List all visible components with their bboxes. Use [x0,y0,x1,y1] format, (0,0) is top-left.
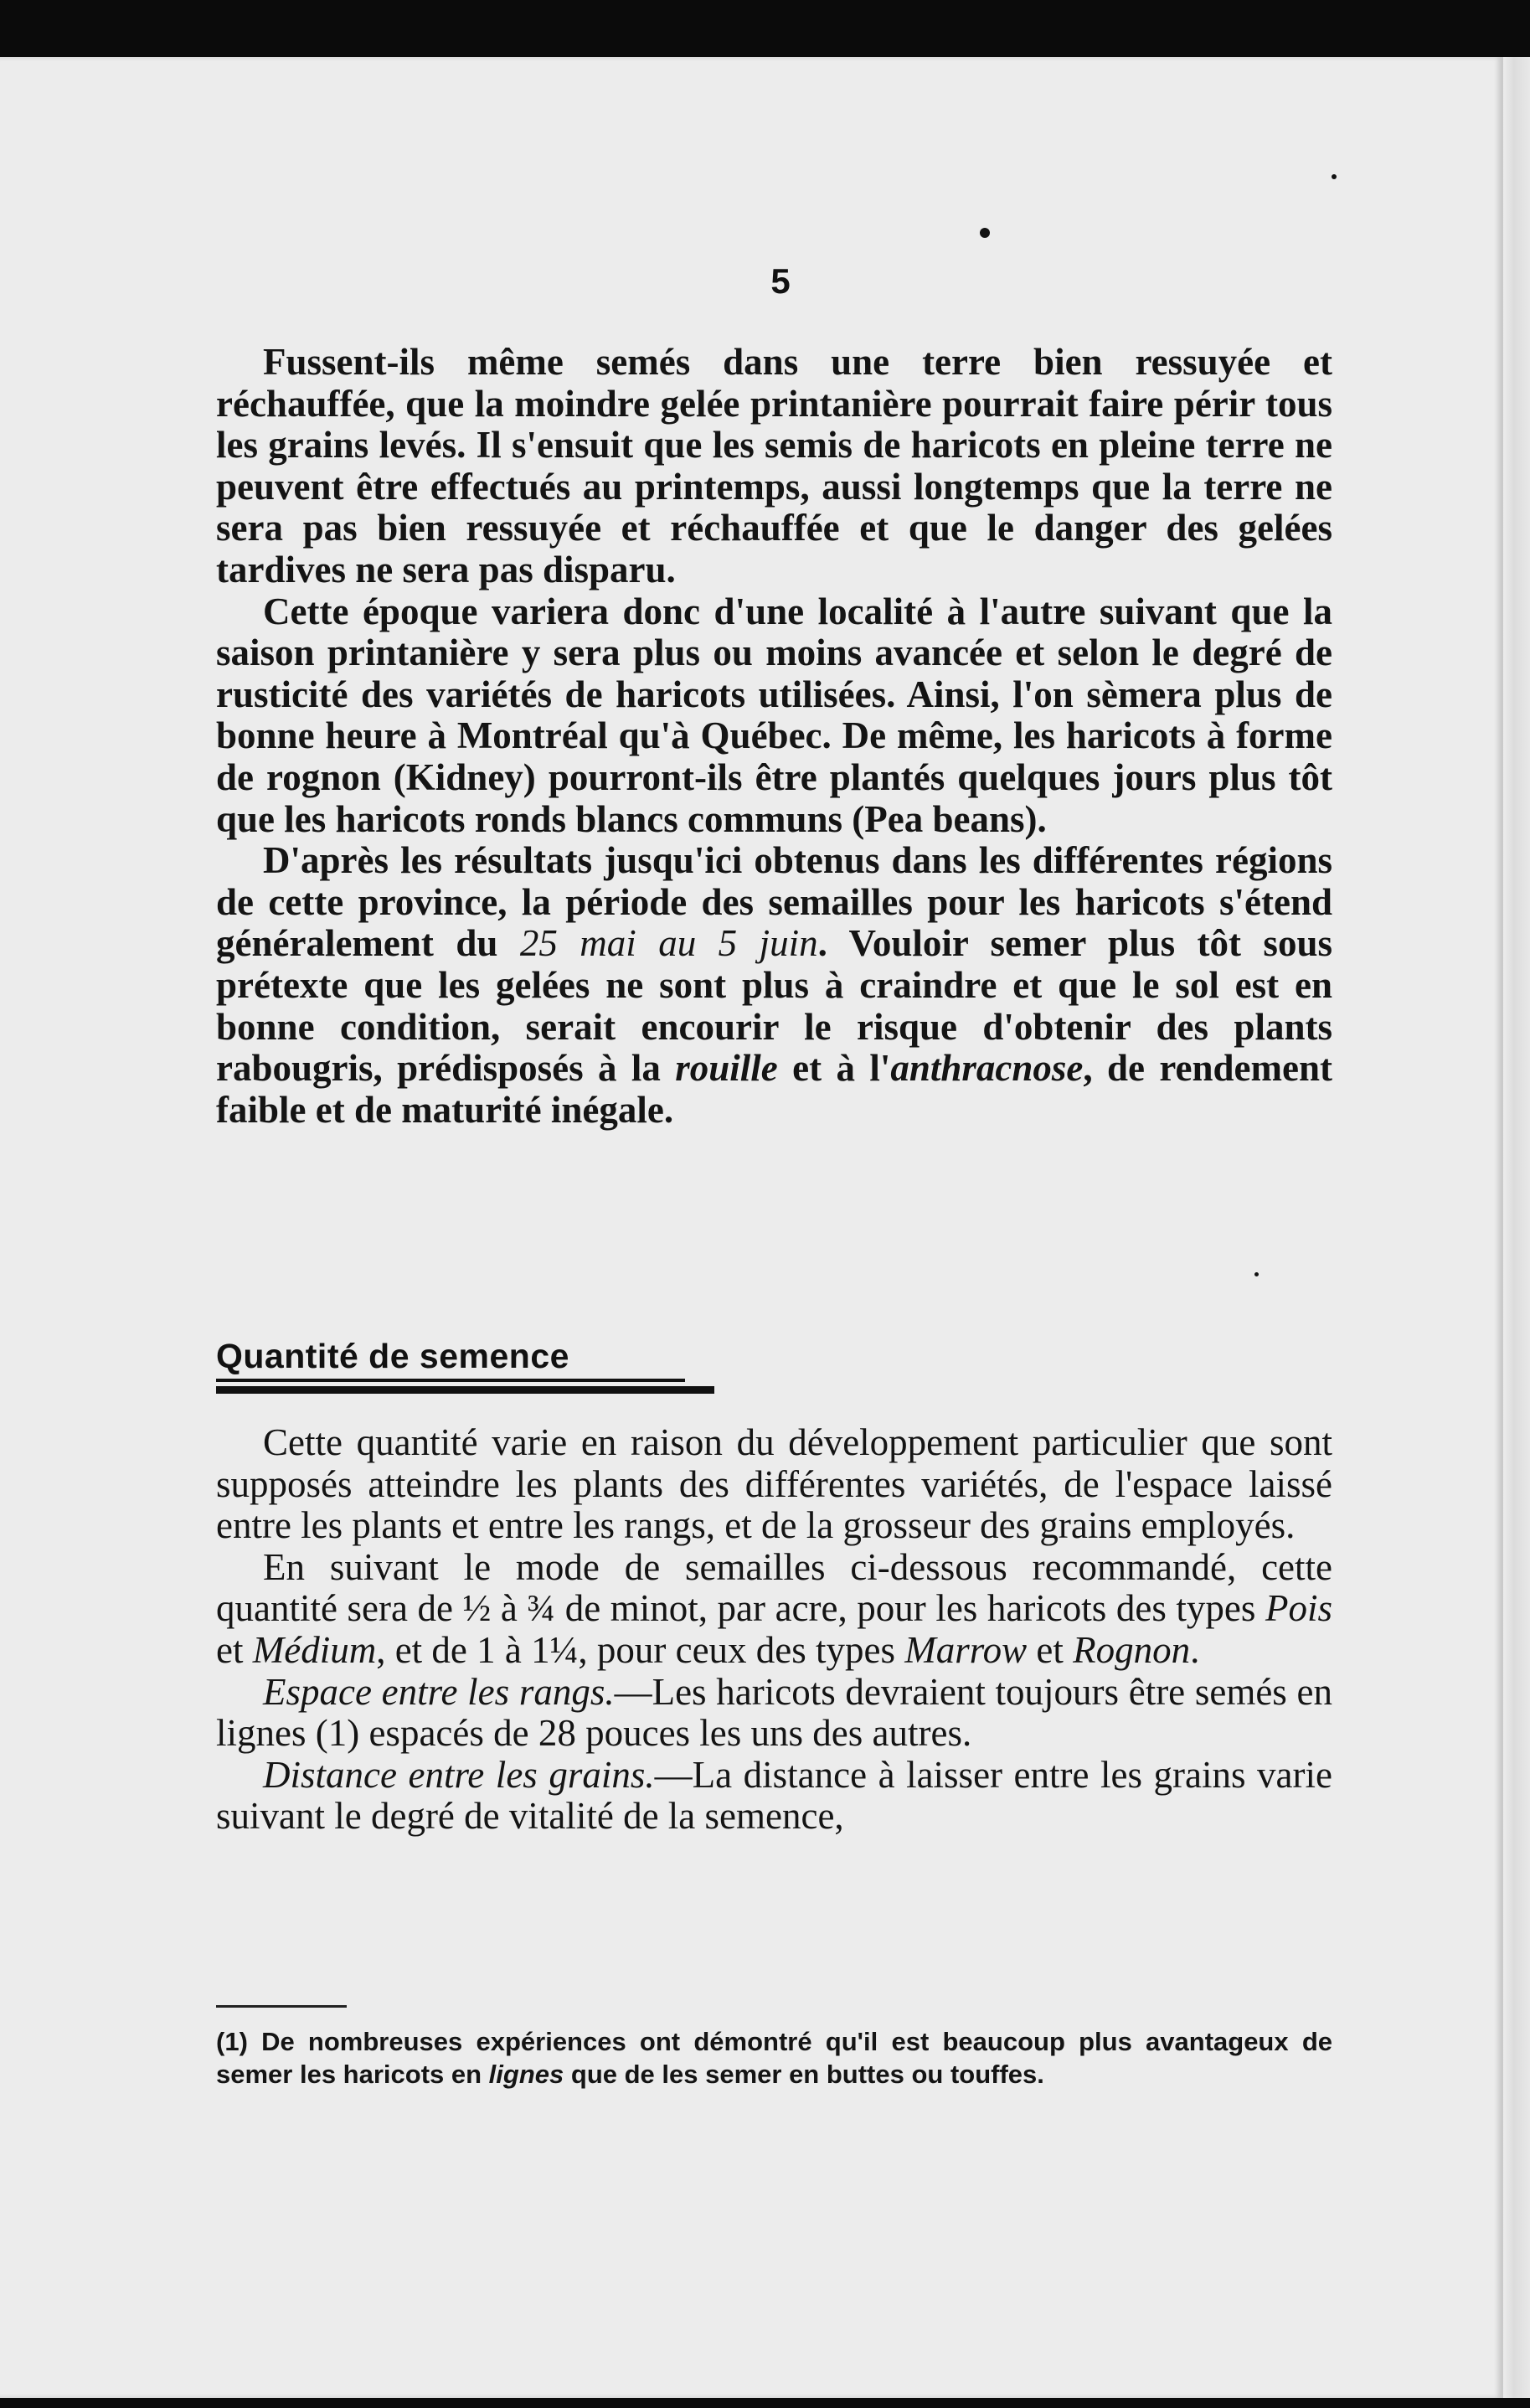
paragraph: Cette époque variera donc d'une localité à l'autre suivant que la saison printanière y sera plus ou moins avancée et selon le degré de rusticité des variétés de haricots utilisées. Ainsi, l'on sèmera plus de bonne heure à Montréal qu'à Québec. De même, les haricots à forme de rognon (Kidney) pourront-ils être plantés quelques jours plus tôt que les haricots ronds blancs communs (Pea beans). [216,590,1332,840]
bean-type: Rognon [1073,1628,1191,1671]
bean-type: Médium [252,1628,377,1671]
text-run: et à l' [777,1047,891,1090]
bean-type: Marrow [904,1628,1028,1671]
footnote [216,2025,1332,2091]
section-heading: Quantité de semence [216,1337,569,1375]
text-run: , de rendement faible et de maturité inégale. [216,1047,1332,1131]
speck-mark [1254,1272,1259,1276]
speck-mark [1332,174,1337,179]
text-run: . Vouloir semer plus tôt sous prétexte que les gelées ne sont plus à craindre et que le sol est en bonne condition, serait encourir le risque d'obtenir des plants rabougris, prédisposés à la [216,922,1332,1090]
text-run: —La distance à laisser entre les grains varie suivant le degré de vitalité de la semence, [216,1753,1332,1838]
page-number: 5 [770,261,791,301]
run-in-heading: Distance entre les grains. [263,1753,655,1796]
paragraph [216,1755,1332,1838]
paragraph [216,1672,1332,1755]
disease-name: anthracnose [890,1047,1084,1090]
body-text-section-2 [216,1422,1332,1838]
bean-type: Pois [1265,1587,1332,1630]
text-run: En suivant le mode de semailles ci-dessous recommandé, cette quantité sera de ½ à ¾ de minot, par acre, pour les haricots des types [216,1545,1332,1630]
text-run: que de les semer en buttes ou touffes. [564,2060,1044,2089]
text-run: —Les haricots devraient toujours être semés en lignes (1) espacés de 28 pouces les uns des autres. [216,1670,1332,1755]
body-text-section-1 [216,342,1332,1131]
paragraph [216,1547,1332,1672]
heading-underline [216,1379,685,1382]
scan-border [0,2398,1530,2408]
heading-underline-bar [216,1386,714,1394]
text-run: et [1027,1628,1074,1671]
paragraph: Cette quantité varie en raison du développement particulier que sont supposés atteindre les plants des différentes variétés, de l'espace laissé entre les plants et entre les rangs, et de la grosseur des grains employés. [216,1421,1332,1547]
text-run: . [1190,1628,1200,1671]
date-range: 25 mai au 5 juin [519,922,818,965]
emphasis: lignes [488,2060,564,2089]
text-run: D'après les résultats jusqu'ici obtenus dans les différentes régions de cette province, la période des semailles pour les haricots s'étend généralement du [216,839,1332,965]
paragraph: Fussent-ils même semés dans une terre bien ressuyée et réchauffée, que la moindre gelée printanière pourrait faire périr tous les grains levés. Il s'ensuit que les semis de haricots en pleine terre ne peuvent être effectués au printemps, aussi longtemps que la terre ne sera pas bien ressuyée et réchauffée et que le danger des gelées tardives ne sera pas disparu. [216,341,1332,590]
disease-name: rouille [675,1047,778,1090]
footnote-separator [216,2005,347,2008]
text-run: et [216,1628,253,1671]
text-run: , et de 1 à 1¼, pour ceux des types [376,1628,905,1671]
text-run: (1) De nombreuses expériences ont démontré qu'il est beaucoup plus avantageux de semer les haricots en [216,2027,1332,2089]
run-in-heading: Espace entre les rangs. [263,1670,615,1713]
paragraph [216,840,1332,1131]
page-edge [1503,57,1530,2398]
speck-mark [980,228,990,238]
